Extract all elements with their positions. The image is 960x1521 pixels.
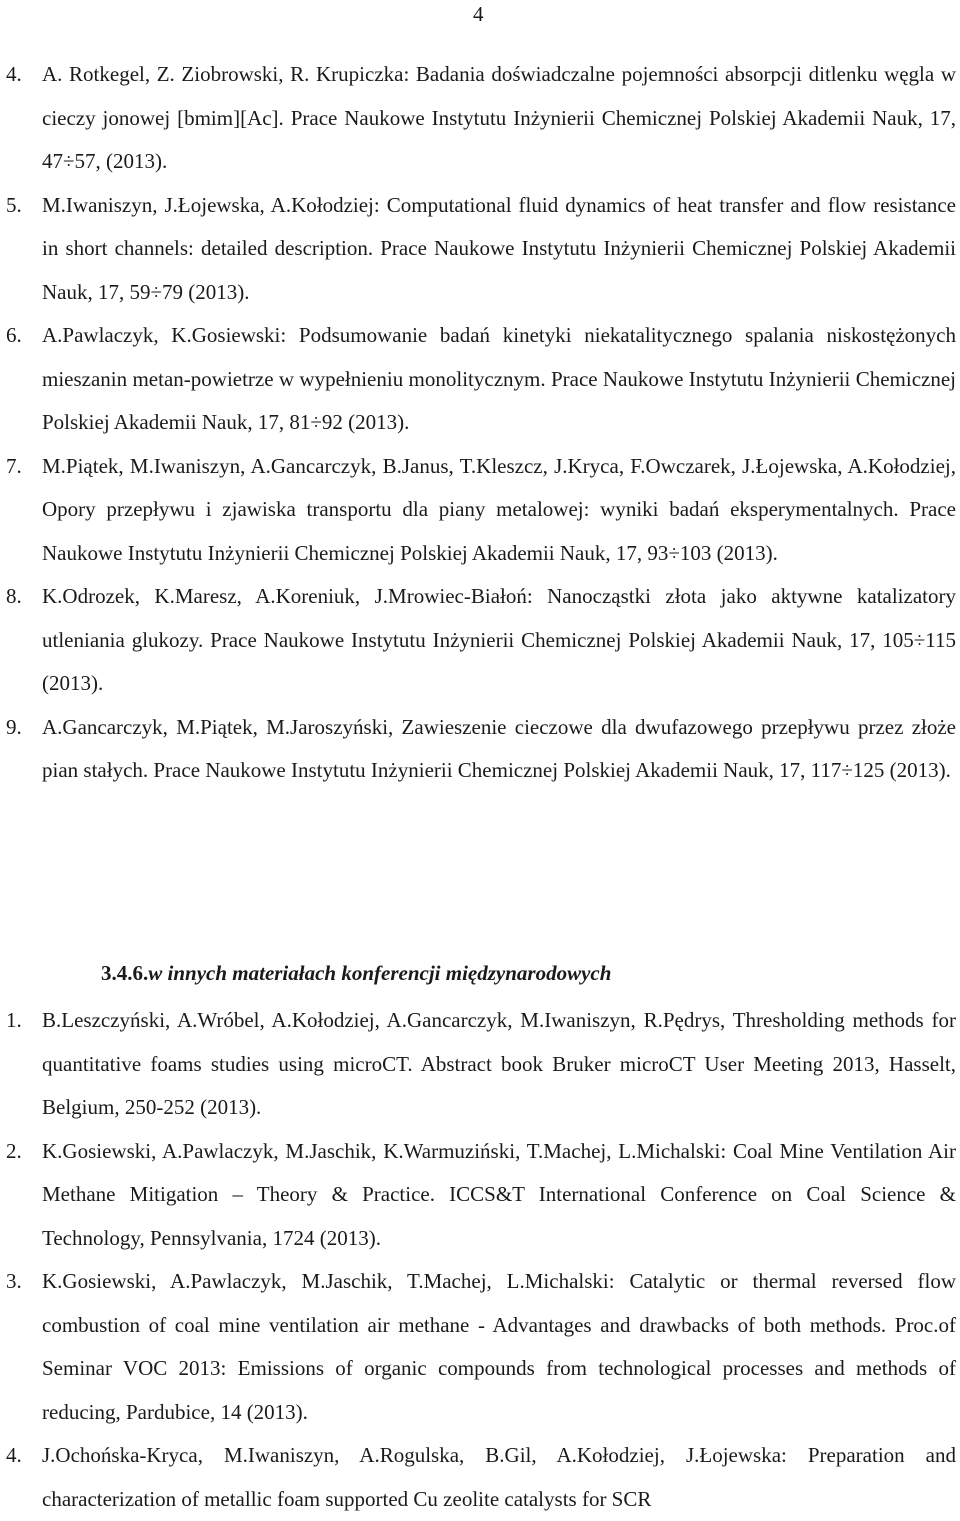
item-text: K.Odrozek, K.Maresz, A.Koreniuk, J.Mrowiec-Białoń: Nanocząstki złota jako aktywne katalizatory utleniania glukozy. Prace Naukowe Instytutu Inżynierii Chemicznej Polskiej Akademii Nauk, 17, 105÷115 (2013). bbox=[42, 584, 956, 695]
list-item bbox=[6, 1260, 956, 1434]
list-item bbox=[6, 1434, 956, 1521]
item-number: 4. bbox=[6, 62, 22, 86]
publication-list-conference bbox=[6, 999, 956, 1521]
item-number: 7. bbox=[6, 453, 22, 478]
item-number: 5. bbox=[6, 192, 22, 217]
item-text: M.Iwaniszyn, J.Łojewska, A.Kołodziej: Computational fluid dynamics of heat transfer and flow resistance in short channels: detailed description. Prace Naukowe Instytutu Inżynierii Chemicznej Polskiej Akademii Nauk, 17, 59÷79 (2013). bbox=[42, 192, 956, 304]
list-item bbox=[6, 184, 956, 315]
list-item bbox=[6, 445, 956, 576]
list-item bbox=[6, 575, 956, 706]
list-item bbox=[6, 999, 956, 1130]
item-text: B.Leszczyński, A.Wróbel, A.Kołodziej, A.Gancarczyk, M.Iwaniszyn, R.Pędrys, Thresholding methods for quantitative foams studies using microCT. Abstract book Bruker microCT User Meeting 2013, Hasselt, Belgium, 250-252 (2013). bbox=[42, 1008, 956, 1119]
item-number: 8. bbox=[6, 584, 22, 608]
item-text: A. Rotkegel, Z. Ziobrowski, R. Krupiczka: Badania doświadczalne pojemności absorpcji ditlenku węgla w cieczy jonowej [bmim][Ac]. Prace Naukowe Instytutu Inżynierii Chemicznej Polskiej Akademii Nauk, 17, 47÷57, (2013). bbox=[42, 62, 956, 173]
item-number: 1. bbox=[6, 1008, 22, 1032]
item-text: A.Pawlaczyk, K.Gosiewski: Podsumowanie badań kinetyki niekatalitycznego spalania niskostężonych mieszanin metan-powietrze w wypełnieniu monolitycznym. Prace Naukowe Instytutu Inżynierii Chemicznej Polskiej Akademii Nauk, 17, 81÷92 (2013). bbox=[42, 323, 956, 434]
item-text: K.Gosiewski, A.Pawlaczyk, M.Jaschik, T.Machej, L.Michalski: Catalytic or thermal reversed flow combustion of coal mine ventilation air methane - Advantages and drawbacks of both methods. Proc.of Seminar VOC 2013: Emissions of organic compounds from technological processes and methods of reducing, Pardubice, 14 (2013). bbox=[42, 1269, 956, 1424]
publication-list-prace-naukowe bbox=[6, 53, 956, 793]
item-text: M.Piątek, M.Iwaniszyn, A.Gancarczyk, B.Janus, T.Kleszcz, J.Kryca, F.Owczarek, J.Łojewska, A.Kołodziej, Opory przepływu i zjawiska transportu dla piany metalowej: wyniki badań eksperymentalnych. Prace Naukowe Instytutu Inżynierii Chemicznej Polskiej Akademii Nauk, 17, 93÷103 (2013). bbox=[42, 453, 956, 565]
list-item bbox=[6, 706, 956, 793]
section-heading bbox=[101, 953, 611, 993]
section-heading-number: 3.4.6. bbox=[101, 961, 149, 985]
list-item bbox=[6, 53, 956, 184]
item-number: 2. bbox=[6, 1138, 22, 1163]
list-item bbox=[6, 314, 956, 445]
item-text: K.Gosiewski, A.Pawlaczyk, M.Jaschik, K.Warmuziński, T.Machej, L.Michalski: Coal Mine Ventilation Air Methane Mitigation – Theory & Practice. ICCS&T International Conference on Coal Science & Technology, Pennsylvania, 1724 (2013). bbox=[42, 1138, 956, 1250]
list-item bbox=[6, 1130, 956, 1261]
item-number: 3. bbox=[6, 1269, 22, 1293]
item-number: 6. bbox=[6, 323, 22, 347]
item-number: 4. bbox=[6, 1443, 22, 1467]
item-text: J.Ochońska-Kryca, M.Iwaniszyn, A.Rogulska, B.Gil, A.Kołodziej, J.Łojewska: Preparation and characterization of metallic foam supported Cu zeolite catalysts for SCR bbox=[42, 1443, 956, 1511]
section-heading-title: w innych materiałach konferencji międzynarodowych bbox=[148, 961, 612, 985]
page-number: 4 bbox=[473, 2, 484, 26]
item-text: A.Gancarczyk, M.Piątek, M.Jaroszyński, Zawieszenie cieczowe dla dwufazowego przepływu przez złoże pian stałych. Prace Naukowe Instytutu Inżynierii Chemicznej Polskiej Akademii Nauk, 17, 117÷125 (2013). bbox=[42, 714, 956, 782]
item-number: 9. bbox=[6, 714, 22, 739]
